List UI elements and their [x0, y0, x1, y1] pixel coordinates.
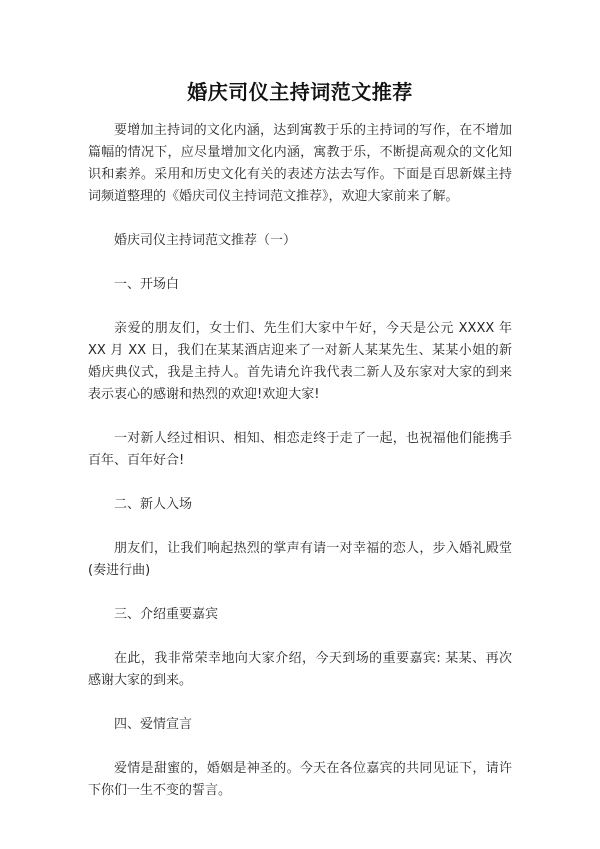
spacer	[88, 208, 512, 230]
spacer	[88, 626, 512, 648]
section-heading-entrance: 二、新人入场	[114, 497, 193, 512]
section-paragraph: 爱情是甜蜜的，婚姻是神圣的。今天在各位嘉宾的共同见证下，请许下你们一生不变的誓言。	[88, 761, 512, 798]
article-subtitle: 婚庆司仪主持词范文推荐（一）	[114, 233, 297, 248]
spacer	[88, 296, 512, 318]
document-title: 婚庆司仪主持词范文推荐	[187, 80, 413, 104]
spacer	[88, 582, 512, 604]
spacer	[88, 406, 512, 428]
spacer	[88, 472, 512, 494]
section-heading-vows: 四、爱情宣言	[114, 717, 193, 732]
intro-paragraph: 要增加主持词的文化内涵，达到寓教于乐的主持词的写作，在不增加篇幅的情况下，应尽量增加文化内涵，寓教于乐，不断提高观众的文化知识和素养。采用和历史文化有关的表述方法去写作。下面是百思新媒主持词频道整理的《婚庆司仪主持词范文推荐》，欢迎大家前来了解。	[88, 123, 512, 204]
spacer	[88, 692, 512, 714]
section-paragraph: 在此，我非常荣幸地向大家介绍，今天到场的重要嘉宾: 某某、再次感谢大家的到来。	[88, 651, 512, 688]
spacer	[88, 736, 512, 758]
spacer	[88, 516, 512, 538]
section-paragraph: 亲爱的朋友们，女士们、先生们大家中午好，今天是公元 XXXX 年 XX 月 XX 日，我们在某某酒店迎来了一对新人某某先生、某某小姐的新婚庆典仪式，我是主持人。首先请允许我代表二新人及东家对大家的到来表示衷心的感谢和热烈的欢迎!欢迎大家!	[88, 321, 512, 402]
section-paragraph: 一对新人经过相识、相知、相恋走终于走了一起，也祝福他们能携手百年、百年好合!	[88, 431, 512, 468]
section-heading-guests: 三、介绍重要嘉宾	[114, 607, 219, 622]
section-paragraph: 朋友们，让我们响起热烈的掌声有请一对幸福的恋人，步入婚礼殿堂(奏进行曲)	[88, 541, 512, 578]
section-heading-opening: 一、开场白	[114, 277, 180, 292]
spacer	[88, 252, 512, 274]
